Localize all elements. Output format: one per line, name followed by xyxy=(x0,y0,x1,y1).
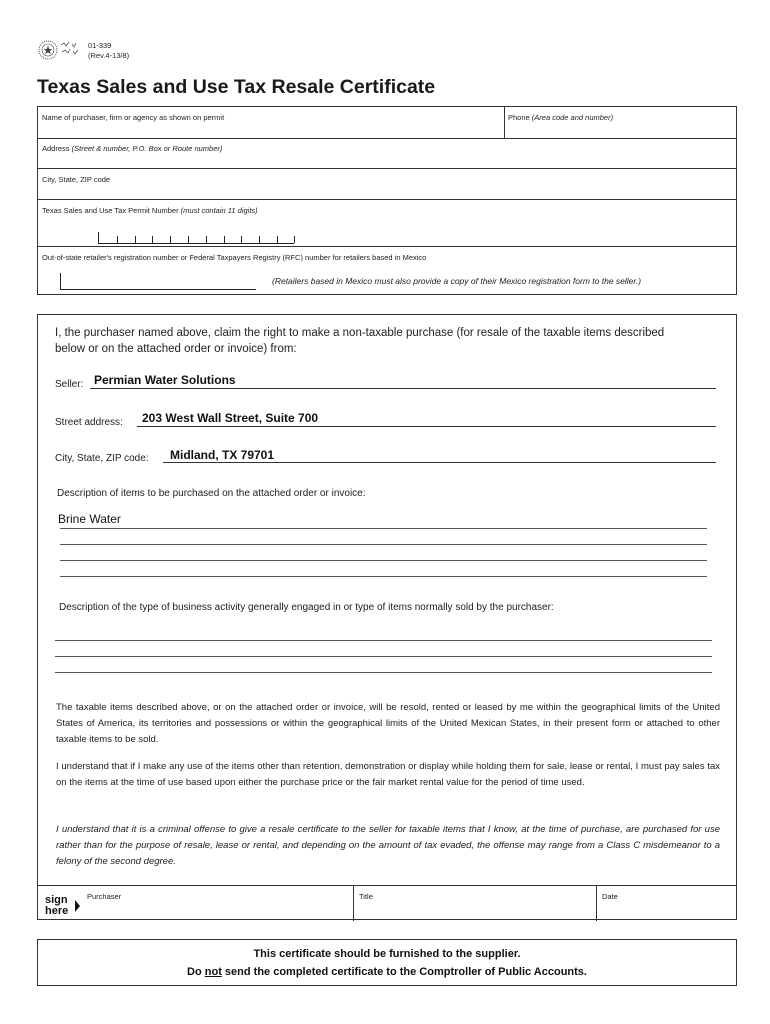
digit-tick xyxy=(135,236,136,243)
permit-number-label xyxy=(42,206,258,215)
digit-tick xyxy=(152,236,153,243)
footer-notice xyxy=(37,939,737,986)
street-address-label: Street address: xyxy=(55,417,123,428)
sign-here-arrow-icon xyxy=(75,900,80,912)
texas-seal-logo xyxy=(38,40,58,60)
phone-label xyxy=(508,113,613,122)
items-line[interactable] xyxy=(60,528,707,529)
city-state-zip-label: City, State, ZIP code xyxy=(42,175,111,184)
certificate-body xyxy=(37,314,737,920)
form-revision-text: (Rev.4-13/8) xyxy=(88,51,130,60)
here-text: here xyxy=(45,905,69,917)
permit-number-input[interactable] xyxy=(98,232,294,244)
digit-tick xyxy=(188,236,189,243)
digit-tick xyxy=(241,236,242,243)
seller-label: Seller: xyxy=(55,379,84,390)
permit-label-hint: (must contain 11 digits) xyxy=(180,206,258,215)
purchaser-signature-label: Purchaser xyxy=(87,892,122,901)
furnish-notice: This certificate should be furnished to the supplier. xyxy=(253,948,521,960)
do-not-send-notice xyxy=(38,966,736,978)
phone-label-text: Phone xyxy=(508,113,532,122)
digit-tick xyxy=(170,236,171,243)
digit-tick xyxy=(224,236,225,243)
page-title: Texas Sales and Use Tax Resale Certificate xyxy=(37,76,436,98)
items-description-label: Description of items to be purchased on the attached order or invoice: xyxy=(57,488,366,499)
signature-row xyxy=(38,885,736,920)
address-label-text: Address xyxy=(42,144,72,153)
offense-statement: I understand that it is a criminal offense to give a resale certificate to the seller for taxable items that I know, at the time of purchase, are purchased for use rather than for the purpose of resale, lease or rental, and depending on the amount of tax evaded, the offense may range from a Class C misdemeanor to a felony of the second degree. xyxy=(56,824,720,867)
digit-tick xyxy=(277,236,278,243)
form-number xyxy=(88,41,129,61)
activity-line[interactable] xyxy=(55,672,712,673)
address-label-hint: (Street & number, P.O. Box or Route number) xyxy=(71,144,223,153)
permit-label-text: Texas Sales and Use Tax Permit Number xyxy=(42,206,181,215)
signature-divider xyxy=(353,886,354,921)
rfc-number-input[interactable] xyxy=(60,273,256,290)
seller-city-value: Midland, TX 79701 xyxy=(170,448,275,462)
notice-not: not xyxy=(204,966,222,978)
rfc-note: (Retailers based in Mexico must also provide a copy of their Mexico registration form to the seller.) xyxy=(272,276,642,286)
address-label xyxy=(42,144,222,153)
seal-lettering xyxy=(60,40,90,60)
street-address-line[interactable] xyxy=(137,426,716,427)
activity-line[interactable] xyxy=(55,640,712,641)
signature-divider xyxy=(596,886,597,921)
items-line[interactable] xyxy=(60,560,707,561)
city-row[interactable] xyxy=(38,168,736,199)
items-line[interactable] xyxy=(60,576,707,577)
rfc-label: Out-of-state retailer's registration number or Federal Taxpayers Registry (RFC) number for retailers based in Mexico xyxy=(42,253,427,262)
digit-tick xyxy=(259,236,260,243)
sign-here-marker xyxy=(45,895,68,917)
name-phone-divider xyxy=(504,107,505,138)
digit-tick xyxy=(206,236,207,243)
use-tax-statement: I understand that if I make any use of the items other than retention, demonstration or display while holding them for sale, lease or rental, I must pay sales tax on the items at the time of use based upon either the purchase price or the fair market rental value for the period of time used. xyxy=(56,761,720,788)
purchaser-info-box xyxy=(37,106,737,295)
business-activity-label: Description of the type of business activity generally engaged in or type of items normally sold by the purchaser: xyxy=(59,602,554,613)
claim-intro: I, the purchaser named above, claim the right to make a non-taxable purchase (for resale of the taxable items described below or on the attached order or invoice) from: xyxy=(55,327,665,355)
activity-line[interactable] xyxy=(55,656,712,657)
address-row[interactable] xyxy=(38,138,736,168)
title-label: Title xyxy=(359,892,373,901)
digit-tick xyxy=(117,236,118,243)
form-number-text: 01-339 xyxy=(88,41,112,50)
seller-value: Permian Water Solutions xyxy=(94,373,236,387)
phone-label-hint: (Area code and number) xyxy=(531,113,614,122)
notice-pre: Do xyxy=(187,966,205,978)
items-line[interactable] xyxy=(60,544,707,545)
seller-city-line[interactable] xyxy=(163,462,716,463)
items-description-value: Brine Water xyxy=(58,512,121,526)
notice-post: send the completed certificate to the Comptroller of Public Accounts. xyxy=(221,966,587,978)
seller-city-label: City, State, ZIP code: xyxy=(55,453,149,464)
sign-text: sign xyxy=(45,894,68,906)
date-label: Date xyxy=(602,892,618,901)
street-address-value: 203 West Wall Street, Suite 700 xyxy=(142,411,319,425)
resale-statement: The taxable items described above, or on the attached order or invoice, will be resold, rented or leased by me within the geographical limits of the United States of America, its territories and possessions or within the geographical limits of the United Mexican States, in their present form or attached to other taxable items to be sold. xyxy=(56,702,720,745)
purchaser-name-label: Name of purchaser, firm or agency as shown on permit xyxy=(42,113,225,122)
digit-tick xyxy=(294,236,295,243)
seller-line[interactable] xyxy=(90,388,716,389)
